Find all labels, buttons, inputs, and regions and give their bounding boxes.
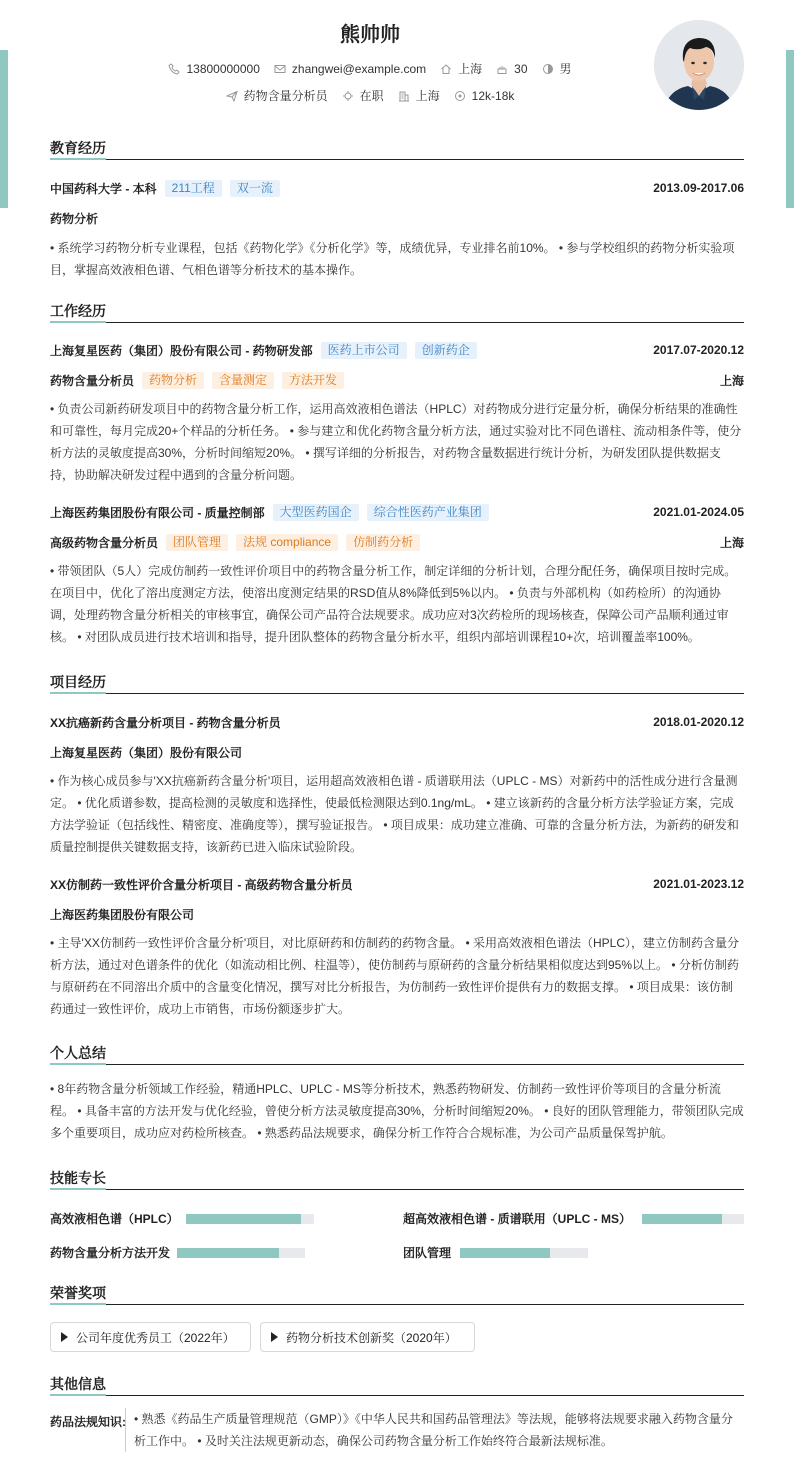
home-icon (440, 63, 452, 75)
project-date: 2021.01-2023.12 (653, 877, 744, 891)
skill-name: 高效液相色谱（HPLC） (50, 1211, 179, 1226)
position-tag: 方法开发 (282, 372, 344, 389)
other-content (50, 1396, 744, 1456)
triangle-bullet-icon (61, 1332, 68, 1342)
other-label: 药品法规知识: (50, 1415, 126, 1429)
company-tag: 综合性医药产业集团 (367, 504, 489, 521)
awards-title: 荣誉奖项 (50, 1283, 106, 1305)
section-divider (50, 159, 744, 160)
job-status (342, 87, 384, 104)
phone-text: 13800000000 (186, 61, 260, 76)
company-tag: 医药上市公司 (321, 342, 407, 359)
skills-section (50, 1168, 744, 1260)
education-major-row (50, 209, 744, 227)
education-description: • 系统学习药物分析专业课程，包括《药物化学》《分析化学》等，成绩优异，专业排名前10%。 • 参与学校组织的药物分析实验项目，掌握高效液相色谱、气相色谱等分析技术的基本操作。 (50, 241, 735, 277)
project-item-1-org-row (50, 743, 744, 761)
position-tag: 含量测定 (212, 372, 274, 389)
right-accent-bar (786, 50, 794, 208)
position-tag: 仿制药分析 (346, 534, 420, 551)
job-salary (454, 89, 515, 103)
award-item (260, 1322, 475, 1352)
work-item-1-description: • 负责公司新药研发项目中的药物含量分析工作，运用高效液相色谱法（HPLC）对药物成分进行定量分析，确保分析结果的准确性和可靠性，每月完成20+个样品的分析任务。 • 参与建立和优化药物含量分析方法，通过实验对比不同色谱柱、流动相条件等，使分析方法的灵敏度提高30%，分析时间缩短20%。 • 撰写详细的分析报告，对药物含量数据进行统计分析，为研发团队提供数据支持，协助解决研发过程中遇到的含量分析问题。 (50, 402, 742, 482)
triangle-bullet-icon (271, 1332, 278, 1342)
school-tag: 211工程 (165, 180, 222, 197)
award-item (50, 1322, 251, 1352)
position-tag: 药物分析 (142, 372, 204, 389)
other-description: • 熟悉《药品生产质量管理规范（GMP）》《中华人民共和国药品管理法》等法规，能够将法规要求融入药物含量分析工作中。 • 及时关注法规更新动态，确保公司药物含量分析工作始终符合最新法规标准。 (125, 1408, 744, 1452)
send-icon (226, 90, 238, 102)
left-accent-bar (0, 50, 8, 208)
summary-section (50, 1043, 744, 1144)
skill-name: 超高效液相色谱 - 质谱联用（UPLC - MS） (403, 1211, 631, 1226)
work-location: 上海 (719, 535, 744, 550)
work-item-2-position-row (50, 533, 744, 551)
salary-icon (454, 90, 466, 102)
project-section (50, 672, 744, 1020)
education-major: 药物分析 (50, 211, 99, 226)
skill-bar-fill (642, 1214, 722, 1224)
skill-bar (177, 1248, 305, 1258)
building-icon (398, 90, 410, 102)
project-item-2-org-row (50, 905, 744, 923)
avatar (654, 20, 744, 110)
work-location: 上海 (719, 373, 744, 388)
skills-grid (50, 1190, 744, 1260)
city-text: 上海 (458, 62, 483, 76)
other-title: 其他信息 (50, 1374, 106, 1396)
gender-text: 男 (559, 62, 572, 76)
skill-name: 药物含量分析方法开发 (50, 1245, 171, 1260)
work-section (50, 301, 744, 648)
summary-title: 个人总结 (50, 1043, 106, 1065)
work-item-1-position-row (50, 371, 744, 389)
project-item-1-header (50, 713, 744, 731)
education-title: 教育经历 (50, 138, 106, 160)
contact-city (440, 60, 482, 77)
status-icon (342, 90, 354, 102)
skill-bar (642, 1214, 744, 1224)
job-city (398, 87, 440, 104)
project-org: 上海医药集团股份有限公司 (50, 907, 195, 922)
job-status-text: 在职 (359, 89, 384, 103)
mail-icon (274, 63, 286, 75)
contact-age (496, 62, 527, 76)
work-date: 2017.07-2020.12 (653, 343, 744, 357)
award-text: 公司年度优秀员工（2022年） (76, 1330, 235, 1345)
other-section (50, 1374, 744, 1456)
contact-gender (542, 60, 572, 77)
awards-list (50, 1305, 744, 1349)
company-tag: 创新药企 (415, 342, 477, 359)
job-salary-text: 12k-18k (471, 88, 515, 103)
age-icon (496, 63, 508, 75)
work-date: 2021.01-2024.05 (653, 505, 744, 519)
candidate-name: 熊帅帅 (340, 24, 400, 46)
project-org: 上海复星医药（集团）股份有限公司 (50, 745, 243, 760)
project-name: XX仿制药一致性评价含量分析项目 - 高级药物含量分析员 (50, 877, 353, 892)
skill-bar-fill (177, 1248, 279, 1258)
project-item-2-header (50, 875, 744, 893)
work-item-1-header (50, 341, 744, 359)
work-item-2-header (50, 503, 744, 521)
contact-email[interactable] (274, 62, 426, 76)
email-text: zhangwei@example.com (291, 61, 427, 76)
summary-description: • 8年药物含量分析领域工作经验，精通HPLC、UPLC - MS等分析技术，熟悉药物研发、仿制药一致性评价等项目的含量分析流程。 • 具备丰富的方法开发与优化经验，曾使分析方法灵敏度提高30%，分析时间缩短20%。 • 良好的团队管理能力，带领团队完成多个重要项目，成功应对药检所核查。 • 熟悉药品法规要求，确保分析工作符合合规标准，为公司产品质量保驾护航。 (50, 1082, 744, 1140)
project-title: 项目经历 (50, 672, 106, 694)
gender-icon (542, 63, 554, 75)
award-text: 药物分析技术创新奖（2020年） (286, 1330, 457, 1345)
project-item-2-description: • 主导'XX仿制药一致性评价含量分析'项目，对比原研药和仿制药的药物含量。 • 采用高效液相色谱法（HPLC），建立仿制药含量分析方法，通过对色谱条件的优化（如流动相比例、柱温等），使仿制药与原研药的含量分析结果相似度达到95%以上。 • 分析仿制药与原研药在不同溶出介质中的含量变化情况，撰写对比分析报告，为仿制药一致性评价提供有力的数据支撑。 • 项目成果：该仿制药通过一致性评价，成功上市销售，市场份额逐步扩大。 (50, 936, 740, 1016)
skill-name: 团队管理 (403, 1245, 452, 1260)
position-tag: 团队管理 (166, 534, 228, 551)
company-name: 上海复星医药（集团）股份有限公司 - 药物研发部 (50, 343, 313, 358)
job-city-text: 上海 (415, 89, 440, 103)
contact-row-1 (50, 60, 690, 77)
job-target-text: 药物含量分析员 (243, 89, 328, 103)
section-divider (50, 322, 744, 323)
project-name: XX抗癌新药含量分析项目 - 药物含量分析员 (50, 715, 281, 730)
education-section (50, 138, 744, 281)
job-target (226, 87, 328, 104)
skill-bar (460, 1248, 588, 1258)
company-tag: 大型医药国企 (273, 504, 359, 521)
school-tag: 双一流 (230, 180, 280, 197)
skills-title: 技能专长 (50, 1168, 106, 1190)
age-text: 30 (514, 61, 528, 76)
contact-phone (168, 62, 259, 76)
work-item-2-description: • 带领团队（5人）完成仿制药一致性评价项目中的药物含量分析工作，制定详细的分析计划，合理分配任务，确保项目按时完成。在项目中，优化了溶出度测定方法，使溶出度测定结果的RSD值从8%降低到5%以内。 • 负责与外部机构（如药检所）的沟通协调，处理药物含量分析相关的审核事宜，确保公司产品符合法规要求。成功应对3次药检所的现场核查，保障公司产品顺利通过审核。 • 对团队成员进行技术培训和指导，提升团队整体的药物含量分析水平，组织内部培训课程10+次，培训覆盖率100%。 (50, 564, 737, 644)
position-tag: 法规 compliance (236, 534, 338, 551)
phone-icon (168, 63, 180, 75)
skill-bar-fill (186, 1214, 301, 1224)
position-name: 高级药物含量分析员 (50, 535, 159, 550)
education-date: 2013.09-2017.06 (653, 181, 744, 195)
school-name: 中国药科大学 - 本科 (50, 181, 157, 196)
section-divider (50, 693, 744, 694)
awards-section (50, 1283, 744, 1349)
project-item-1-description: • 作为核心成员参与'XX抗癌新药含量分析'项目，运用超高效液相色谱 - 质谱联用法（UPLC - MS）对新药中的活性成分进行含量测定。 • 优化质谱参数，提高检测的灵敏度和选择性，使最低检测限达到0.1ng/mL。 • 建立该新药的含量分析方法学验证方案，完成方法学验证（包括线性、精密度、准确度等），撰写验证报告。 • 项目成果：成功建立准确、可靠的含量分析方法，为新药的研发和质量控制提供关键数据支持，该新药已进入临床试验阶段。 (50, 774, 739, 854)
contact-row-2 (50, 87, 690, 104)
position-name: 药物含量分析员 (50, 373, 135, 388)
skill-bar-fill (460, 1248, 550, 1258)
project-date: 2018.01-2020.12 (653, 715, 744, 729)
education-header (50, 179, 744, 197)
skill-bar (186, 1214, 314, 1224)
company-name: 上海医药集团股份有限公司 - 质量控制部 (50, 505, 265, 520)
work-title: 工作经历 (50, 301, 106, 323)
section-divider (50, 1064, 744, 1065)
avatar-photo (654, 20, 744, 110)
